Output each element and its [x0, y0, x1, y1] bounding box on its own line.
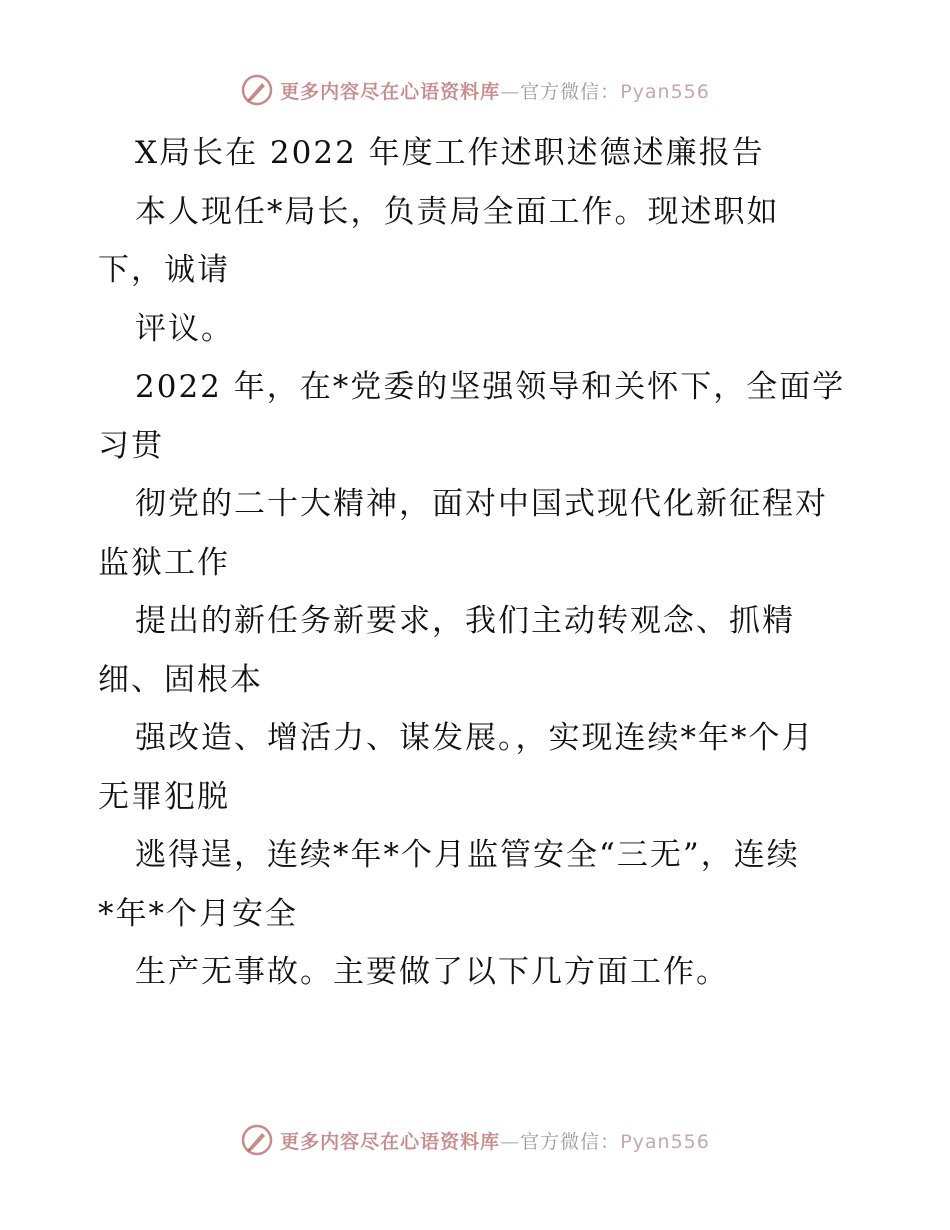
text-line: 习贯: [98, 427, 164, 464]
watermark-text: [280, 1127, 710, 1154]
text-line: 生产无事故。主要做了以下几方面工作。: [135, 954, 729, 990]
text-line: 监狱工作: [98, 544, 230, 581]
text-line: 评议。: [135, 310, 234, 347]
watermark-brand: 更多内容尽在心语资料库: [280, 80, 501, 103]
watermark-separator: —: [500, 80, 521, 103]
document-title: X局长在 2022 年度工作述职述德述廉报告: [135, 135, 765, 171]
watermark-brand: 更多内容尽在心语资料库: [280, 1130, 501, 1153]
footer-watermark: [0, 1120, 950, 1160]
text-line: 细、固根本: [98, 661, 263, 698]
pen-logo-icon: [240, 73, 274, 107]
document-body: [98, 124, 858, 1002]
text-line: 彻党的二十大精神，面对中国式现代化新征程对: [135, 486, 828, 522]
text-line: 提出的新任务新要求，我们主动转观念、抓精: [135, 603, 795, 639]
text-line: 本人现任*局长，负责局全面工作。现述职如: [135, 193, 780, 230]
watermark-separator: —: [500, 1130, 521, 1153]
watermark-label: 官方微信：: [520, 1130, 621, 1153]
text-line: *年*个月安全: [98, 895, 298, 932]
text-line: 无罪犯脱: [98, 778, 230, 815]
watermark-text: [280, 77, 710, 104]
text-line: 逃得逞，连续*年*个月监管安全“三无”，连续: [135, 837, 800, 873]
text-line: 强改造、增活力、谋发展。，实现连续*年*个月: [135, 720, 815, 756]
header-watermark: [0, 70, 950, 110]
pen-logo-icon: [240, 1123, 274, 1157]
text-line: 2022 年，在*党委的坚强领导和关怀下，全面学: [135, 369, 846, 405]
text-line: 下，诚请: [98, 252, 230, 288]
watermark-account: Pyan556: [620, 1130, 710, 1153]
watermark-account: Pyan556: [620, 80, 710, 103]
watermark-label: 官方微信：: [520, 80, 621, 103]
